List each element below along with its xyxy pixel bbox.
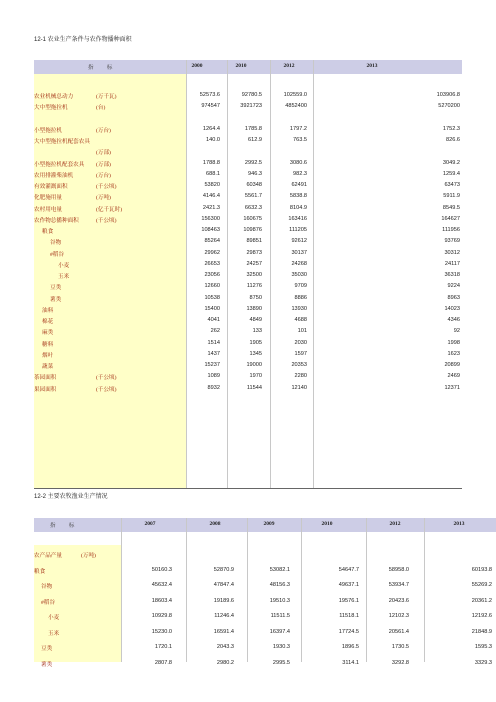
row-unit: (千公顷) — [96, 386, 117, 393]
header-year-2010: 2010 — [321, 521, 333, 527]
cell-value-2012: 101 — [297, 328, 307, 335]
row-unit: (台) — [96, 105, 106, 112]
cell-value-2008: 11246.4 — [214, 613, 234, 619]
cell-value-2012: 3080.6 — [289, 159, 307, 166]
cell-value-2007: 50160.3 — [151, 566, 172, 573]
cell-value-2013: 5911.9 — [443, 193, 460, 200]
section1-title: 12-1 农业生产条件与农作物播种面积 — [34, 37, 132, 43]
cell-value-2000: 1514 — [207, 339, 220, 346]
row-label: 大中型拖拉机 — [34, 105, 68, 112]
cell-value-2010: 3921723 — [240, 103, 262, 110]
table-row — [0, 385, 496, 395]
table-row — [0, 373, 496, 383]
cell-value-2000: 2421.3 — [202, 204, 220, 211]
table-row — [0, 317, 496, 327]
cell-value-2010: 24257 — [246, 260, 262, 267]
cell-value-2000: 8932 — [207, 384, 220, 391]
cell-value-2013: 1259.4 — [442, 170, 460, 177]
table-row — [0, 148, 496, 158]
cell-value-2010: 11544 — [246, 384, 262, 391]
row-label: 化肥施用量 — [34, 195, 62, 202]
header-year-2012: 2012 — [389, 521, 401, 527]
cell-value-2010: 8750 — [249, 294, 262, 301]
table-row — [0, 261, 496, 271]
cell-value-2012: 763.5 — [293, 137, 307, 143]
cell-value-2000: 53820 — [204, 182, 220, 188]
cell-value-2000: 108463 — [201, 227, 220, 233]
table-row — [0, 250, 496, 260]
cell-value-2013: 8549.5 — [442, 204, 460, 211]
cell-value-2013: 21848.9 — [471, 628, 492, 635]
cell-value-2009: 1930.3 — [272, 644, 290, 650]
cell-value-2013: 1623 — [447, 350, 460, 357]
cell-value-2013: 8963 — [447, 294, 460, 301]
cell-value-2010: 2992.5 — [244, 159, 262, 166]
cell-value-2013: 12192.6 — [471, 613, 492, 619]
header-year-2007: 2007 — [144, 521, 156, 527]
cell-value-2012: 35030 — [291, 272, 307, 278]
table-row — [0, 306, 496, 316]
row-label: 玉米 — [48, 630, 60, 637]
cell-value-2012: 30137 — [291, 249, 307, 256]
row-label: #稻谷 — [41, 599, 55, 606]
cell-value-2010: 32500 — [246, 272, 262, 278]
cell-value-2013: 30312 — [444, 249, 460, 256]
table-row — [0, 126, 496, 136]
table-row — [0, 272, 496, 282]
cell-value-2010: 1345 — [249, 350, 262, 357]
cell-value-2010: 946.3 — [248, 170, 262, 177]
cell-value-2012: 12102.3 — [388, 613, 409, 619]
row-unit: (万台) — [96, 172, 111, 179]
cell-value-2013: 20899 — [444, 362, 460, 368]
cell-value-2013: 93769 — [444, 238, 460, 245]
section2-header-indicator: 指 标 — [50, 523, 81, 529]
cell-value-2000: 1264.4 — [202, 125, 220, 132]
cell-value-2013: 1998 — [447, 339, 460, 346]
table-row — [0, 598, 496, 608]
cell-value-2008: 2980.2 — [216, 659, 234, 666]
table-row — [0, 362, 496, 372]
cell-value-2012: 8886 — [294, 294, 307, 301]
header-year-2013: 2013 — [366, 63, 378, 69]
cell-value-2013: 20361.2 — [471, 597, 492, 604]
cell-value-2012: 20423.6 — [388, 597, 409, 604]
cell-value-2007: 1720.1 — [154, 644, 172, 650]
table-row — [0, 340, 496, 350]
row-label: 农用排灌柴油机 — [34, 172, 74, 179]
cell-value-2013: 3329.3 — [474, 659, 492, 666]
row-unit: (万台) — [96, 127, 111, 134]
cell-value-2013: 5270200 — [438, 103, 460, 110]
cell-value-2010: 89851 — [246, 238, 262, 245]
cell-value-2012: 20353 — [291, 362, 307, 368]
cell-value-2012: 20561.4 — [388, 628, 409, 635]
cell-value-2010: 19000 — [246, 362, 262, 368]
row-unit: (千公顷) — [96, 375, 117, 382]
cell-value-2010: 13890 — [246, 305, 262, 312]
section1-bottom-rule — [34, 488, 462, 489]
row-label: 烟叶 — [42, 352, 54, 359]
cell-value-2012: 58958.0 — [388, 566, 409, 573]
cell-value-2010: 612.9 — [248, 137, 262, 143]
row-label: 大中型拖拉机配套农具 — [34, 139, 90, 145]
table-row — [0, 295, 496, 305]
cell-value-2012: 982.3 — [293, 170, 307, 177]
cell-value-2012: 62491 — [291, 182, 307, 188]
cell-value-2008: 19189.6 — [213, 597, 234, 604]
cell-value-2012: 5838.8 — [289, 193, 307, 200]
cell-value-2013: 9224 — [447, 283, 460, 290]
table-row — [0, 137, 496, 147]
table-row — [0, 629, 496, 639]
cell-value-2008: 52870.9 — [213, 566, 234, 573]
row-unit: (万吨) — [96, 195, 111, 202]
cell-value-2000: 15400 — [204, 305, 220, 312]
table-row — [0, 582, 496, 592]
cell-value-2013: 103906.8 — [436, 92, 460, 98]
cell-value-2010: 109876 — [243, 227, 262, 233]
table-row — [0, 567, 496, 577]
cell-value-2009: 53082.1 — [269, 566, 290, 573]
cell-value-2012: 111205 — [289, 227, 307, 233]
row-label: 谷物 — [41, 584, 53, 590]
cell-value-2013: 1595.3 — [474, 644, 492, 650]
cell-value-2010: 1905 — [249, 339, 262, 346]
row-unit: (万部) — [96, 150, 111, 157]
header-year-2008: 2008 — [209, 521, 221, 527]
row-label: 豆类 — [41, 646, 53, 652]
row-label: 小麦 — [58, 262, 70, 269]
row-label: 棉花 — [42, 319, 54, 325]
row-unit: (亿千瓦时) — [96, 206, 123, 213]
cell-value-2000: 29962 — [204, 249, 220, 256]
section2-title: 12-2 主要农牧渔业生产情况 — [34, 494, 108, 500]
cell-value-2013: 60193.8 — [471, 566, 492, 573]
cell-value-2007: 10929.8 — [151, 613, 172, 619]
cell-value-2009: 11511.5 — [270, 613, 290, 619]
table-row — [0, 103, 496, 113]
cell-value-2012: 2280 — [294, 373, 307, 380]
table-row — [0, 283, 496, 293]
cell-value-2013: 164627 — [441, 215, 460, 222]
cell-value-2007: 45632.4 — [151, 582, 172, 588]
row-label: 麻类 — [42, 330, 54, 337]
cell-value-2008: 16591.4 — [213, 628, 234, 635]
cell-value-2000: 1089 — [207, 373, 220, 380]
table-row — [0, 660, 496, 670]
cell-value-2012: 4852400 — [285, 103, 307, 110]
row-label: 豆类 — [50, 285, 62, 292]
table-row — [0, 238, 496, 248]
cell-value-2010: 6632.3 — [244, 204, 262, 211]
cell-value-2013: 55269.2 — [471, 582, 492, 588]
cell-value-2012: 3292.8 — [391, 659, 409, 666]
header-year-2009: 2009 — [263, 521, 275, 527]
table-row — [0, 216, 496, 226]
row-unit: (万吨) — [81, 553, 96, 559]
row-label: 粮食 — [34, 568, 46, 575]
row-label: 小麦 — [48, 615, 60, 621]
cell-value-2010: 17724.5 — [338, 628, 359, 635]
section1-header-indicator: 指 标 — [88, 65, 119, 71]
cell-value-2010: 92780.5 — [241, 92, 262, 98]
row-label: 糖料 — [42, 341, 54, 348]
table-row — [0, 182, 496, 192]
cell-value-2012: 1597 — [294, 350, 307, 357]
row-label: 有效灌溉面积 — [34, 184, 68, 190]
table-row — [0, 171, 496, 181]
row-label: 农产品产量 — [34, 553, 62, 559]
cell-value-2013: 111956 — [442, 227, 460, 233]
row-label: 茶园面积 — [34, 375, 57, 382]
table-row — [0, 351, 496, 361]
table-row — [0, 227, 496, 237]
header-year-2012: 2012 — [283, 63, 295, 69]
cell-value-2000: 4041 — [207, 317, 220, 323]
row-label: 谷物 — [50, 240, 62, 247]
cell-value-2012: 24268 — [291, 260, 307, 267]
cell-value-2010: 54647.7 — [338, 566, 359, 573]
table-row — [0, 205, 496, 215]
cell-value-2000: 12660 — [204, 283, 220, 290]
cell-value-2012: 1730.5 — [391, 644, 409, 650]
cell-value-2010: 160675 — [243, 215, 262, 222]
cell-value-2012: 102559.0 — [283, 92, 307, 98]
cell-value-2012: 9709 — [294, 283, 307, 290]
cell-value-2007: 18603.4 — [151, 597, 172, 604]
table-row — [0, 193, 496, 203]
cell-value-2012: 8104.9 — [289, 204, 307, 211]
cell-value-2013: 63473 — [444, 182, 460, 188]
row-label: 农作物总播种面积 — [34, 217, 79, 224]
cell-value-2000: 85264 — [204, 238, 220, 245]
cell-value-2010: 3114.1 — [342, 659, 359, 666]
table-row — [0, 644, 496, 654]
cell-value-2013: 92 — [453, 328, 460, 335]
cell-value-2013: 24117 — [444, 260, 460, 267]
cell-value-2012: 163416 — [288, 215, 307, 222]
cell-value-2009: 2995.5 — [272, 659, 290, 666]
table-row — [0, 551, 496, 561]
row-label: 农村用电量 — [34, 206, 62, 213]
row-label: 油料 — [42, 307, 54, 314]
table-row — [0, 160, 496, 170]
row-label: 农业机械总动力 — [34, 94, 74, 100]
cell-value-2010: 1970 — [249, 373, 262, 380]
cell-value-2009: 16397.4 — [269, 628, 290, 635]
cell-value-2000: 4146.4 — [202, 193, 220, 200]
cell-value-2010: 60348 — [246, 182, 262, 188]
cell-value-2010: 19576.1 — [338, 597, 359, 604]
header-year-2013: 2013 — [453, 521, 465, 527]
cell-value-2012: 1797.2 — [289, 125, 307, 132]
cell-value-2010: 29873 — [246, 249, 262, 256]
cell-value-2012: 13930 — [291, 305, 307, 312]
cell-value-2000: 26653 — [204, 260, 220, 267]
cell-value-2000: 23056 — [204, 272, 220, 278]
cell-value-2010: 1896.5 — [341, 644, 359, 650]
cell-value-2007: 2807.8 — [154, 659, 172, 666]
cell-value-2000: 262 — [210, 328, 220, 335]
row-label: 薯类 — [41, 661, 53, 668]
table-row — [0, 613, 496, 623]
table-row — [0, 92, 496, 102]
row-unit: (万千瓦) — [96, 94, 117, 100]
cell-value-2000: 15237 — [204, 362, 220, 368]
cell-value-2013: 2469 — [447, 373, 460, 380]
cell-value-2000: 10538 — [204, 294, 220, 301]
row-label: #稻谷 — [50, 251, 64, 258]
row-label: 小型拖拉机配套农具 — [34, 161, 85, 168]
row-unit: (千公顷) — [96, 217, 117, 224]
cell-value-2010: 11518.1 — [339, 613, 359, 619]
cell-value-2013: 36318 — [444, 272, 460, 278]
table-row — [0, 115, 496, 125]
cell-value-2010: 1785.8 — [244, 125, 262, 132]
row-unit: (万部) — [96, 161, 111, 168]
cell-value-2008: 2043.3 — [216, 644, 234, 650]
header-year-2000: 2000 — [191, 63, 203, 69]
row-label: 粮食 — [42, 229, 54, 235]
cell-value-2012: 4688 — [294, 317, 307, 323]
cell-value-2013: 3049.2 — [442, 159, 460, 166]
cell-value-2000: 974547 — [201, 103, 220, 110]
cell-value-2008: 47847.4 — [213, 582, 234, 588]
cell-value-2012: 2030 — [294, 339, 307, 346]
cell-value-2000: 1788.8 — [202, 159, 220, 166]
table-row — [0, 328, 496, 338]
cell-value-2013: 1752.3 — [442, 125, 460, 132]
cell-value-2010: 133 — [252, 328, 262, 335]
cell-value-2000: 156300 — [201, 215, 220, 222]
cell-value-2000: 688.1 — [206, 170, 220, 177]
cell-value-2013: 14023 — [444, 305, 460, 312]
row-label: 小型拖拉机 — [34, 127, 62, 134]
cell-value-2010: 49637.1 — [338, 582, 359, 588]
cell-value-2013: 826.6 — [446, 137, 460, 143]
cell-value-2009: 19510.3 — [269, 597, 290, 604]
row-label: 玉米 — [58, 274, 70, 280]
cell-value-2000: 140.0 — [206, 137, 220, 143]
cell-value-2013: 12371 — [444, 384, 460, 391]
cell-value-2013: 4346 — [447, 317, 460, 323]
cell-value-2009: 48156.3 — [269, 582, 290, 588]
cell-value-2012: 12140 — [291, 384, 307, 391]
cell-value-2012: 92612 — [291, 238, 307, 245]
header-year-2010: 2010 — [235, 63, 247, 69]
cell-value-2010: 4849 — [249, 317, 262, 323]
cell-value-2000: 52573.6 — [199, 92, 220, 98]
cell-value-2007: 15230.0 — [151, 628, 172, 635]
cell-value-2000: 1437 — [207, 350, 220, 357]
cell-value-2010: 5561.7 — [244, 193, 262, 200]
cell-value-2012: 53934.7 — [388, 582, 409, 588]
cell-value-2010: 11276 — [246, 283, 262, 290]
row-label: 薯类 — [50, 296, 62, 303]
row-label: 蔬菜 — [42, 364, 54, 370]
row-label: 果园面积 — [34, 386, 57, 393]
row-unit: (千公顷) — [96, 184, 117, 190]
